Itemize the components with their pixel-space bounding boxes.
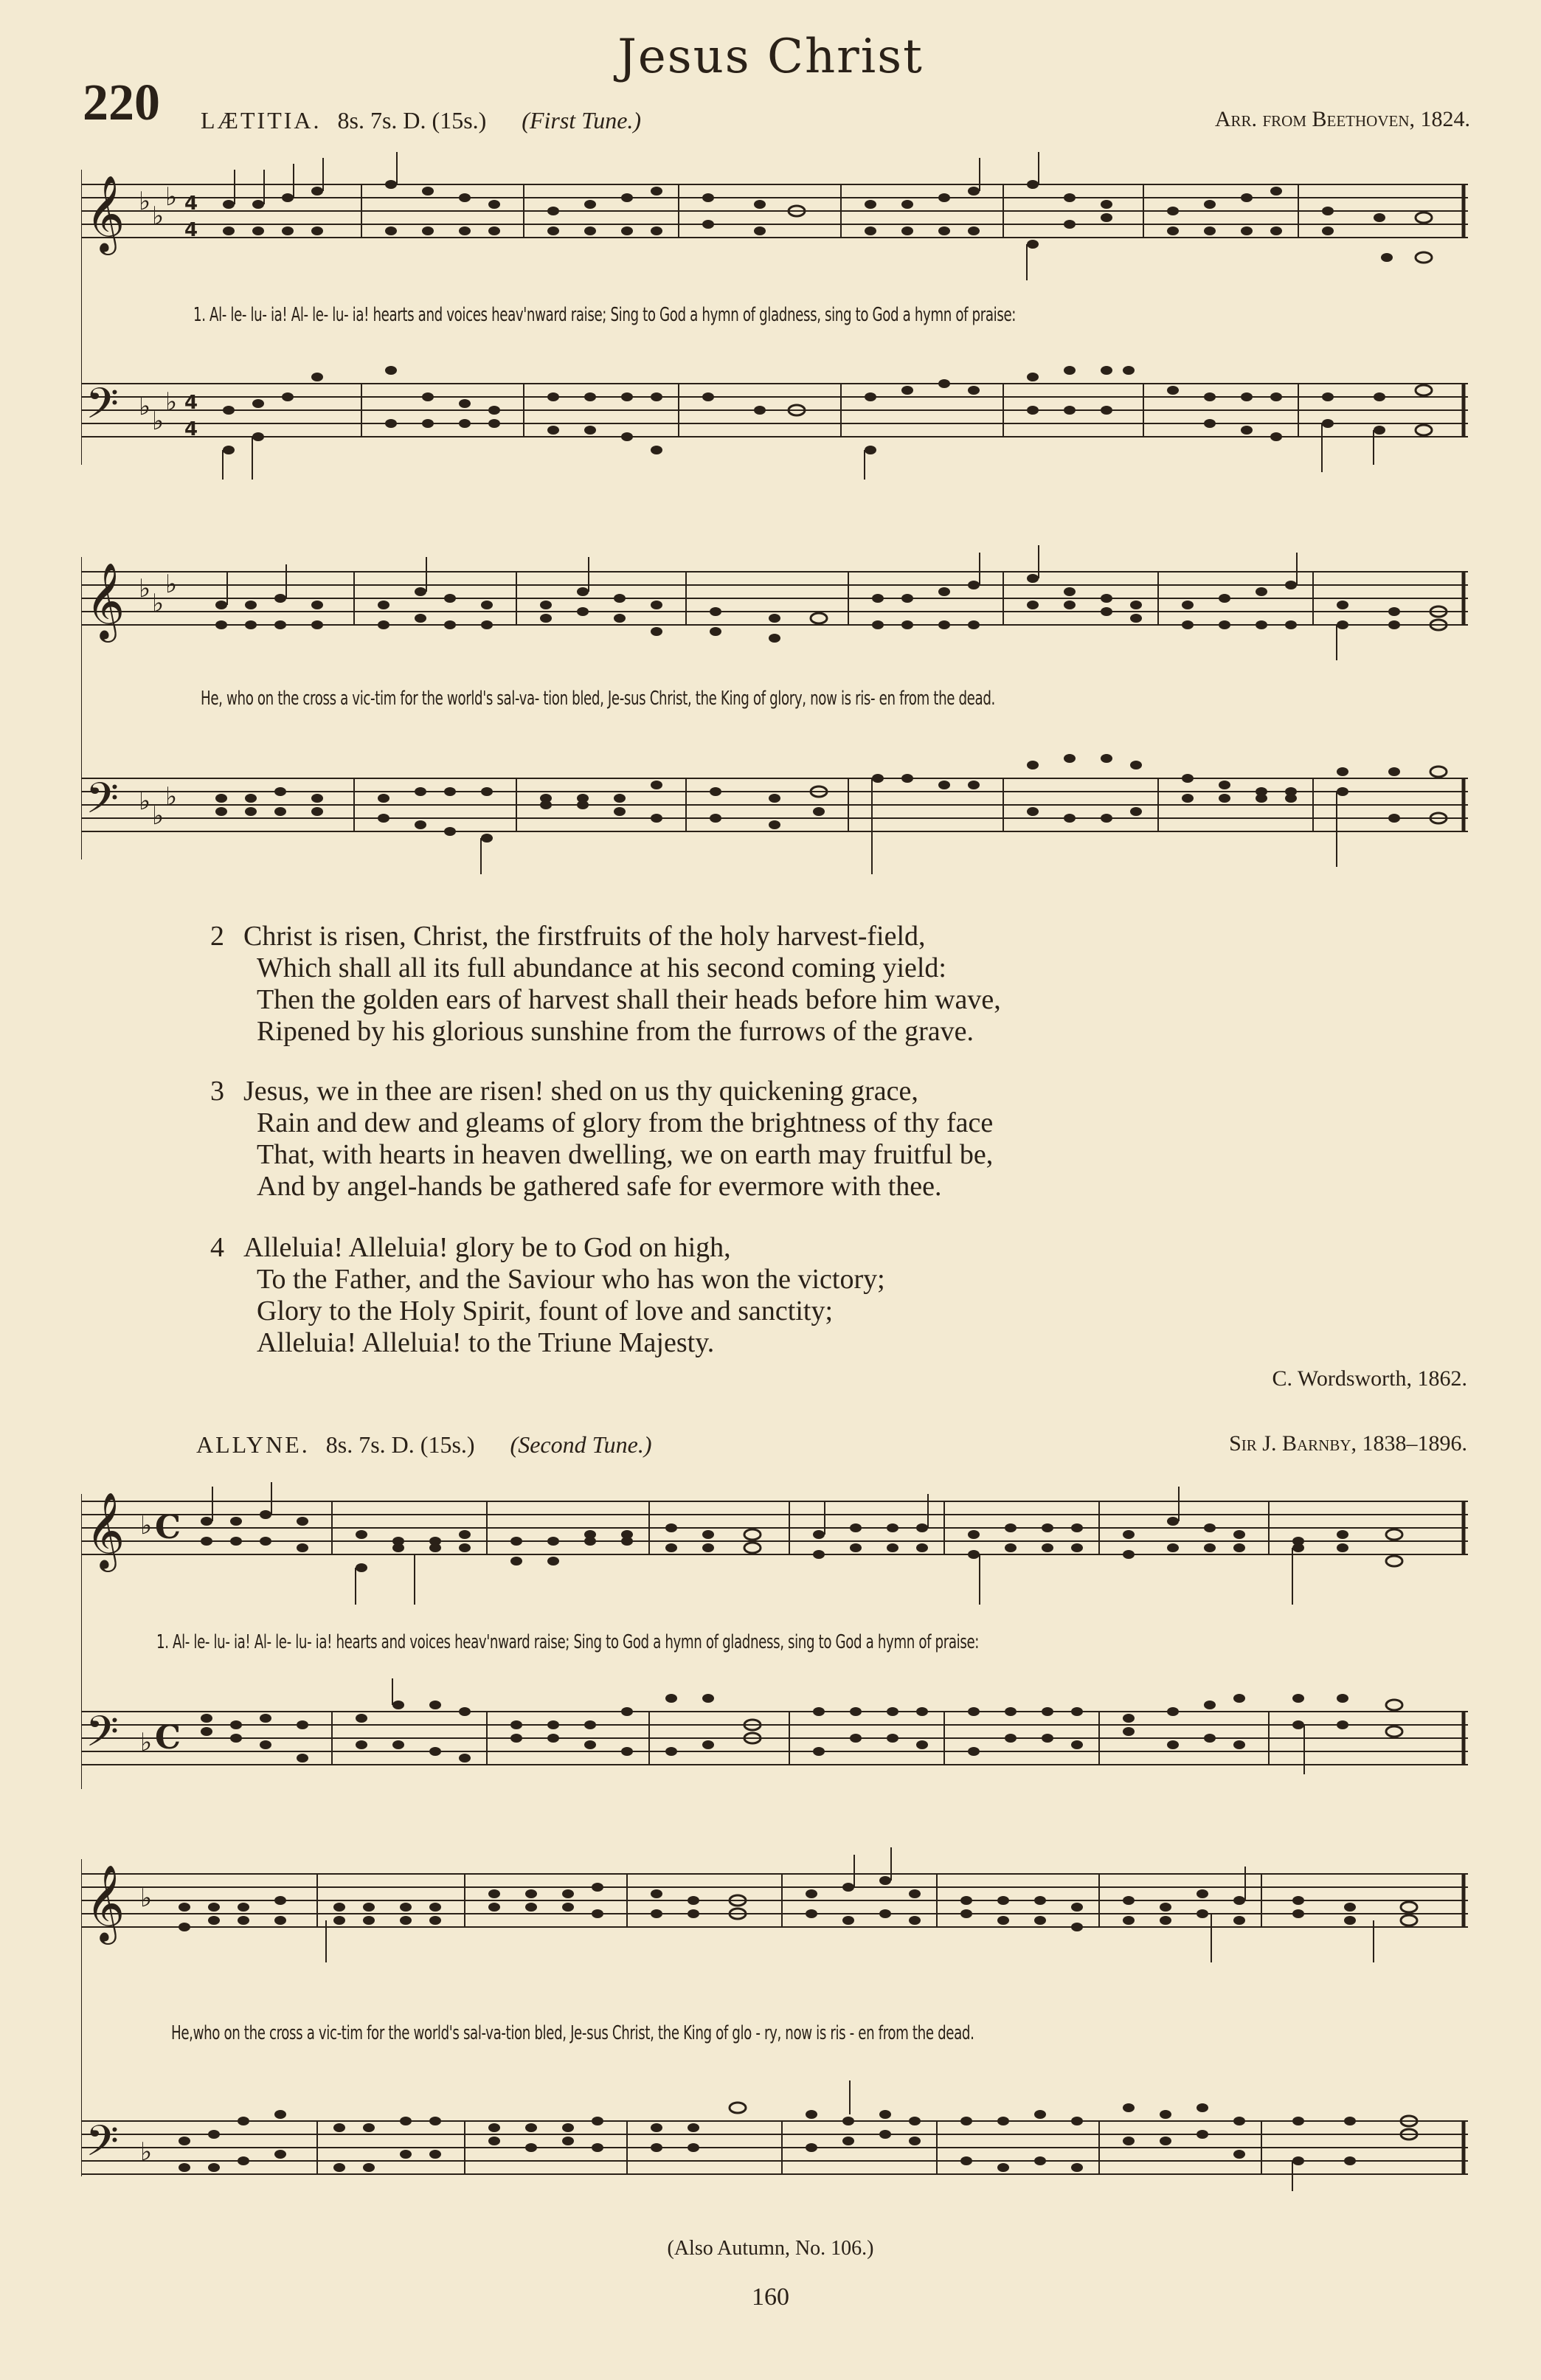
verse-line: That, with hearts in heaven dwelling, we on earth may fruitful be, [257,1139,994,1170]
first-tune-name: LÆTITIA. [201,107,322,134]
key-signature-icon [140,1511,152,1757]
first-tune-label: (First Tune.) [522,107,642,134]
svg-text:C: C [155,1509,181,1546]
second-tune-heading [196,1431,652,1459]
verse-3 [210,1076,994,1203]
music-system-4 [81,1822,1483,2206]
svg-text:♭: ♭ [152,201,165,231]
key-signature-icon [140,1883,152,2167]
second-tune-meter: 8s. 7s. D. (15s.) [325,1431,475,1458]
verse-2 [210,921,1001,1048]
svg-text:♭: ♭ [139,574,151,603]
svg-text:♭: ♭ [139,187,151,216]
bass-staff [81,1712,1468,1765]
svg-text:♭: ♭ [140,1883,153,1913]
svg-text:♭: ♭ [152,801,165,831]
treble-clef-icon: 𝄞 [86,175,125,252]
second-tune-label: (Second Tune.) [510,1431,652,1458]
treble-clef-icon: 𝄞 [86,562,125,640]
verse-number: 3 [210,1076,224,1107]
bass-clef-icon: 𝄢 [86,2116,120,2176]
verse-4 [210,1232,885,1359]
svg-text:♭: ♭ [165,782,178,812]
first-tune-lyric-line-1: 1. Al- le- lu- ia! Al- le- lu- ia! hearts and voices heav'nward raise; Sing to God a hymn of gladness, sing to God a hymn of praise: [193,304,1017,326]
bass-clef-icon: 𝄢 [86,378,120,439]
svg-text:♭: ♭ [139,392,151,421]
bass-staff [81,384,1468,437]
verse-line: Ripened by his glorious sunshine from the furrows of the grave. [257,1016,974,1047]
verse-line: Which shall all its full abundance at his second coming yield: [257,952,946,983]
svg-text:4: 4 [184,193,198,215]
bass-clef-icon: 𝄢 [86,1706,120,1767]
footer-note-text: (Also Autumn, No. 106.) [667,2237,874,2260]
page-number-text: 160 [752,2283,789,2311]
svg-text:♭: ♭ [140,1511,153,1540]
bass-clef-icon: 𝄢 [86,773,120,834]
verse-line: Rain and dew and gleams of glory from the brightness of thy face [257,1107,994,1138]
first-tune-meter: 8s. 7s. D. (15s.) [337,107,487,134]
treble-staff [81,1501,1468,1554]
svg-text:C: C [155,1719,181,1757]
svg-text:4: 4 [184,219,198,241]
treble-clef-icon: 𝄞 [86,1864,125,1942]
verse-line: Christ is risen, Christ, the firstfruits of the holy harvest-field, [243,921,926,952]
first-tune-heading [201,107,641,134]
first-tune-lyric-line-2: He, who on the cross a vic-tim for the world's sal-va- tion bled, Je-sus Christ, the King of glory, now is ris- en from the dead. [201,688,995,710]
verse-line: Alleluia! Alleluia! glory be to God on high, [243,1232,731,1263]
verse-line: Jesus, we in thee are risen! shed on us thy quickening grace, [243,1076,918,1107]
note-stems [227,545,1337,874]
key-signature-icon [139,182,177,436]
second-tune-name: ALLYNE. [196,1431,310,1458]
hymn-number: 220 [83,75,160,131]
second-tune-lyric-line-2: He,who on the cross a vic-tim for the world's sal-va-tion bled, Je-sus Christ, the King of glo - ry, now is ris - en from the dead. [171,2022,974,2044]
verse-line: Then the golden ears of harvest shall their heads before him wave, [257,984,1001,1015]
verse-number: 4 [210,1232,224,1263]
page-header: Jesus Christ [617,30,924,84]
page-number [0,2283,1541,2311]
svg-text:♭: ♭ [140,2137,153,2167]
text-author: C. Wordsworth, 1862. [1272,1366,1467,1391]
svg-text:♭: ♭ [165,182,178,212]
footer-note [0,2237,1541,2260]
svg-text:♭: ♭ [139,786,151,816]
verse-line: To the Father, and the Saviour who has won the victory; [257,1264,885,1295]
bass-staff [81,2121,1468,2174]
svg-text:4: 4 [184,392,198,414]
verse-line: Glory to the Holy Spirit, fount of love and sanctity; [257,1295,834,1326]
verse-line: And by angel-hands be gathered safe for evermore with thee. [257,1171,942,1202]
note-stems [212,1482,1304,1774]
treble-clef-icon: 𝄞 [86,1492,125,1569]
verse-line: Alleluia! Alleluia! to the Triune Majesty. [257,1327,715,1358]
svg-text:♭: ♭ [140,1728,153,1757]
second-tune-composer: Sir J. Barnby, 1838–1896. [1229,1431,1467,1456]
svg-text:♭: ♭ [152,407,165,436]
svg-text:4: 4 [184,418,198,440]
treble-staff [81,1874,1468,1927]
verse-number: 2 [210,921,224,952]
second-tune-lyric-line-1: 1. Al- le- lu- ia! Al- le- lu- ia! hearts and voices heav'nward raise; Sing to God a hymn of gladness, sing to God a hymn of praise: [156,1631,980,1653]
first-tune-composer: Arr. from Beethoven, 1824. [1214,107,1470,131]
svg-text:♭: ♭ [165,570,178,599]
svg-text:♭: ♭ [152,589,165,618]
svg-text:♭: ♭ [165,387,178,417]
